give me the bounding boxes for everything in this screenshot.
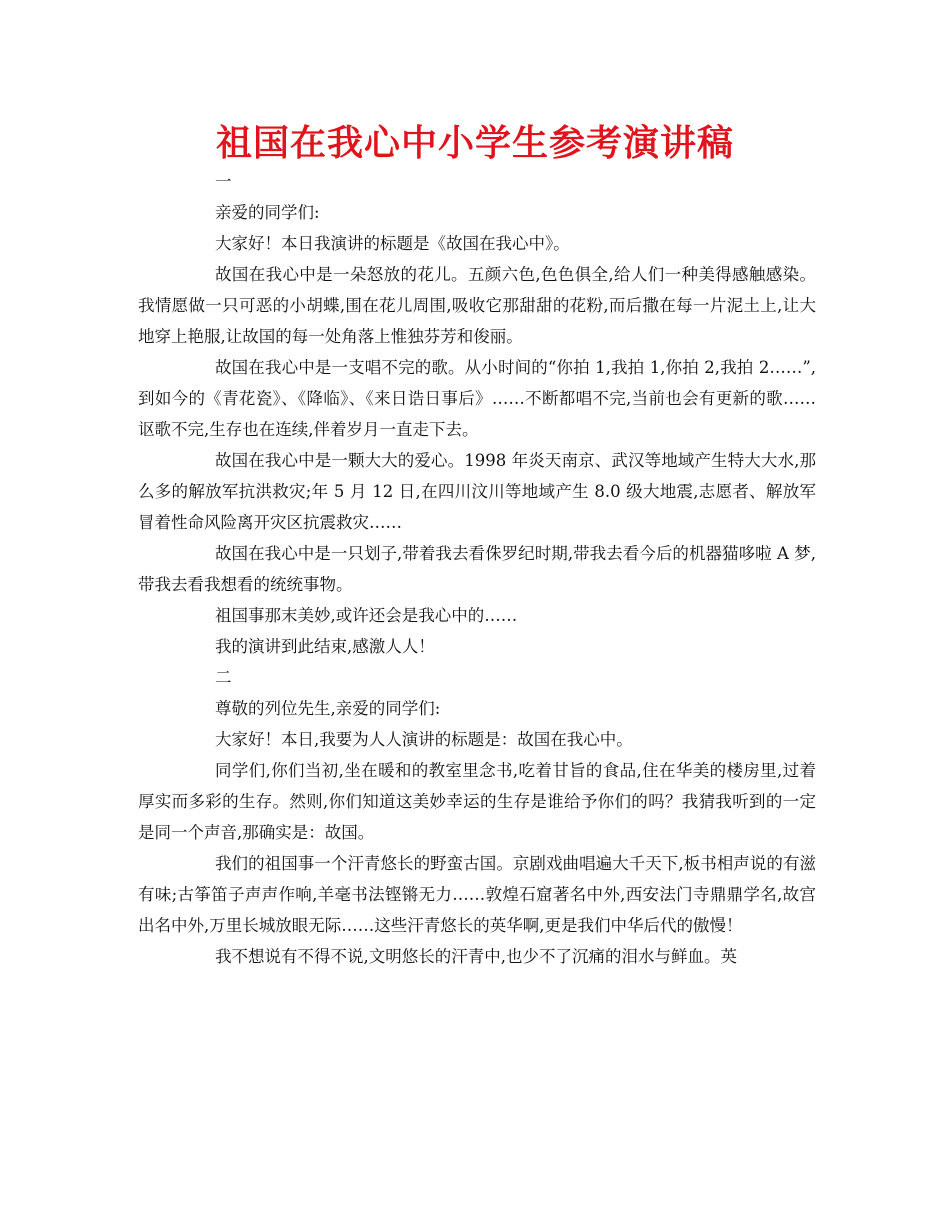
paragraph: 我们的祖国事一个汗青悠长的野蛮古国。京剧戏曲唱遍大千天下,板书相声说的有滋有味;古筝笛子声声作响,羊毫书法铿锵无力……敦煌石窟著名中外,西安法门寺鼎鼎学名,故宫出名中外,万里长城放眼无际……这些汗青悠长的英华啊,更是我们中华后代的傲慢！ <box>138 854 816 935</box>
paragraph: 同学们,你们当初,坐在暖和的教室里念书,吃着甘旨的食品,住在华美的楼房里,过着厚实而多彩的生存。然则,你们知道这美妙幸运的生存是谁给予你们的吗？我猜我听到的一定是同一个声音,那确实是：故国。 <box>138 761 816 842</box>
salutation: 亲爱的同学们: <box>215 203 320 222</box>
paragraph: 我不想说有不得不说,文明悠长的汗青中,也少不了沉痛的泪水与鲜血。英 <box>215 947 737 966</box>
paragraph: 祖国事那末美妙,或许还会是我心中的…… <box>215 606 518 625</box>
document-body <box>138 166 816 972</box>
paragraph: 故国在我心中是一朵怒放的花儿。五颜六色,色色俱全,给人们一种美得感触感染。我情愿做一只可恶的小胡蝶,围在花儿周围,吸收它那甜甜的花粉,而后撒在每一片泥土上,让大地穿上艳服,让故国的每一处角落上惟独芬芳和俊丽。 <box>138 265 816 346</box>
paragraph: 故国在我心中是一只划子,带着我去看侏罗纪时期,带我去看今后的机器猫哆啦 A 梦,带我去看我想看的统统事物。 <box>138 544 816 594</box>
greeting: 大家好！本日,我要为人人演讲的标题是：故国在我心中。 <box>215 730 633 749</box>
paragraph: 故国在我心中是一支唱不完的歌。从小时间的“你拍 1,我拍 1,你拍 2,我拍 2……”,到如今的《青花瓷》、《降临》、《来日诰日事后》……不断都唱不完,当前也会有更新的歌……讴歌不完,生存也在连续,伴着岁月一直走下去。 <box>138 358 816 439</box>
greeting: 大家好！本日我演讲的标题是《故国在我心中》。 <box>215 234 570 253</box>
salutation: 尊敬的列位先生,亲爱的同学们: <box>215 699 441 718</box>
section-marker: 一 <box>215 172 232 191</box>
document-title: 祖国在我心中小学生参考演讲稿 <box>215 123 734 164</box>
paragraph: 故国在我心中是一颗大大的爱心。1998 年炎天南京、武汉等地域产生特大大水,那么多的解放军抗洪救灾;年 5 月 12 日,在四川汶川等地域产生 8.0 级大地震,志愿者、解放军冒着性命风险离开灾区抗震救灾…… <box>138 451 816 532</box>
closing: 我的演讲到此结束,感激人人！ <box>215 637 435 656</box>
section-marker: 二 <box>215 668 232 687</box>
